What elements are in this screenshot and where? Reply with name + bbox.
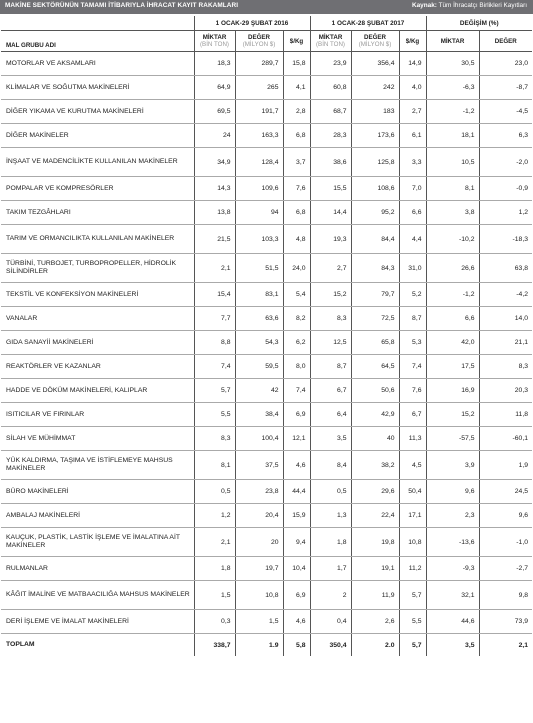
change-value: -18,3 xyxy=(479,225,532,254)
group-name: İNŞAAT VE MADENCİLİKTE KULLANILAN MAKİNELER xyxy=(1,148,194,177)
qty-2017: 15,5 xyxy=(310,177,351,201)
qty-2017: 19,3 xyxy=(310,225,351,254)
change-qty: 42,0 xyxy=(426,331,479,355)
change-qty: 10,5 xyxy=(426,148,479,177)
group-name: GIDA SANAYİİ MAKİNELERİ xyxy=(1,331,194,355)
qty-2016: 2,1 xyxy=(194,254,235,283)
qty-2017: 15,2 xyxy=(310,283,351,307)
perkg-2016: 44,4 xyxy=(283,480,310,504)
perkg-2017: 2,7 xyxy=(399,100,426,124)
change-value: 1,2 xyxy=(479,201,532,225)
table-row xyxy=(1,451,532,480)
perkg-2017: 4,4 xyxy=(399,225,426,254)
perkg-2017: 7,0 xyxy=(399,177,426,201)
qty-2017: 1,3 xyxy=(310,504,351,528)
change-qty: 6,6 xyxy=(426,307,479,331)
perkg-2017: 3,3 xyxy=(399,148,426,177)
qty-2017: 8,7 xyxy=(310,355,351,379)
change-value: -0,9 xyxy=(479,177,532,201)
perkg-2017: 11,2 xyxy=(399,557,426,581)
value-2017: 22,4 xyxy=(351,504,399,528)
change-value: -4,2 xyxy=(479,283,532,307)
value-2017: 40 xyxy=(351,427,399,451)
value-2017-header xyxy=(351,31,399,52)
perkg-2017: 7,6 xyxy=(399,379,426,403)
group-name: ISITICILAR VE FIRINLAR xyxy=(1,403,194,427)
value-2016: 19,7 xyxy=(235,557,283,581)
change-value: 24,5 xyxy=(479,480,532,504)
perkg-2016-header: $/Kg xyxy=(283,31,310,52)
change-qty: -9,3 xyxy=(426,557,479,581)
change-value: 20,3 xyxy=(479,379,532,403)
qty-2017: 38,6 xyxy=(310,148,351,177)
table-row xyxy=(1,76,532,100)
value-2016: 265 xyxy=(235,76,283,100)
value-2016-header xyxy=(235,31,283,52)
perkg-2016: 6,8 xyxy=(283,124,310,148)
qty-2016: 15,4 xyxy=(194,283,235,307)
change-value-header: DEĞER xyxy=(479,31,532,52)
change-qty: -1,2 xyxy=(426,283,479,307)
table-row xyxy=(1,124,532,148)
value-2017: 356,4 xyxy=(351,52,399,76)
perkg-2017: 10,8 xyxy=(399,528,426,557)
table-row xyxy=(1,177,532,201)
change-value: -2,7 xyxy=(479,557,532,581)
group-name-header: MAL GRUBU ADI xyxy=(1,31,194,52)
qty-2016: 1,8 xyxy=(194,557,235,581)
qty-2017: 3,5 xyxy=(310,427,351,451)
change-qty: -13,6 xyxy=(426,528,479,557)
qty-unit: (BİN TON) xyxy=(200,41,229,48)
group-name: TAKIM TEZGÂHLARI xyxy=(1,201,194,225)
value-2016: 1,5 xyxy=(235,610,283,634)
perkg-2016: 6,2 xyxy=(283,331,310,355)
group-name: RULMANLAR xyxy=(1,557,194,581)
perkg-2017: 50,4 xyxy=(399,480,426,504)
table-row xyxy=(1,480,532,504)
perkg-2016: 12,1 xyxy=(283,427,310,451)
qty-2016: 24 xyxy=(194,124,235,148)
qty-2016: 7,4 xyxy=(194,355,235,379)
table-row xyxy=(1,331,532,355)
table-row xyxy=(1,283,532,307)
qty-2017: 0,5 xyxy=(310,480,351,504)
qty-2016: 69,5 xyxy=(194,100,235,124)
table-row xyxy=(1,528,532,557)
total-perkg-2016: 5,8 xyxy=(283,634,310,657)
group-name: HADDE VE DÖKÜM MAKİNELERİ, KALIPLAR xyxy=(1,379,194,403)
value-2016: 109,6 xyxy=(235,177,283,201)
perkg-2017: 5,2 xyxy=(399,283,426,307)
total-qty-2017: 350,4 xyxy=(310,634,351,657)
value-2017: 50,6 xyxy=(351,379,399,403)
change-qty: 16,9 xyxy=(426,379,479,403)
qty-2016: 18,3 xyxy=(194,52,235,76)
value-2017: 84,3 xyxy=(351,254,399,283)
group-name: TARIM VE ORMANCILIKTA KULLANILAN MAKİNELER xyxy=(1,225,194,254)
group-name: TÜRBİNİ, TURBOJET, TURBOPROPELLER, HİDROLİK SİLİNDİRLER xyxy=(1,254,194,283)
perkg-2017: 6,6 xyxy=(399,201,426,225)
period-2016-header: 1 OCAK-29 ŞUBAT 2016 xyxy=(194,16,310,31)
qty-label: MİKTAR xyxy=(202,34,227,41)
value-2016: 100,4 xyxy=(235,427,283,451)
change-qty: -1,2 xyxy=(426,100,479,124)
total-change-value: 2,1 xyxy=(479,634,532,657)
export-data-table xyxy=(1,16,532,656)
value-2017: 19,8 xyxy=(351,528,399,557)
table-row xyxy=(1,403,532,427)
group-name: KLİMALAR VE SOĞUTMA MAKİNELERİ xyxy=(1,76,194,100)
group-name: SİLAH VE MÜHİMMAT xyxy=(1,427,194,451)
value-2016: 23,8 xyxy=(235,480,283,504)
change-qty: 8,1 xyxy=(426,177,479,201)
qty-2016-header xyxy=(194,31,235,52)
qty-2016: 13,8 xyxy=(194,201,235,225)
perkg-2016: 6,9 xyxy=(283,581,310,610)
perkg-2016: 10,4 xyxy=(283,557,310,581)
value-unit: (MİLYON $) xyxy=(358,41,392,48)
value-2016: 63,6 xyxy=(235,307,283,331)
qty-label: MİKTAR xyxy=(318,34,343,41)
change-qty: 44,6 xyxy=(426,610,479,634)
change-value: 9,8 xyxy=(479,581,532,610)
group-name: MOTORLAR VE AKSAMLARI xyxy=(1,52,194,76)
change-qty: 17,5 xyxy=(426,355,479,379)
perkg-2016: 4,6 xyxy=(283,451,310,480)
qty-2016: 5,5 xyxy=(194,403,235,427)
change-qty: 9,6 xyxy=(426,480,479,504)
perkg-2016: 8,2 xyxy=(283,307,310,331)
qty-2017: 23,9 xyxy=(310,52,351,76)
table-row xyxy=(1,610,532,634)
qty-2016: 14,3 xyxy=(194,177,235,201)
change-value: 14,0 xyxy=(479,307,532,331)
perkg-2017: 14,9 xyxy=(399,52,426,76)
perkg-2016: 5,4 xyxy=(283,283,310,307)
value-2016: 54,3 xyxy=(235,331,283,355)
value-2016: 51,5 xyxy=(235,254,283,283)
table-row xyxy=(1,557,532,581)
change-qty: 30,5 xyxy=(426,52,479,76)
perkg-2017: 5,5 xyxy=(399,610,426,634)
group-name: YÜK KALDIRMA, TAŞIMA VE İSTİFLEMEYE MAHSUS MAKİNELER xyxy=(1,451,194,480)
qty-2017: 8,4 xyxy=(310,451,351,480)
table-row xyxy=(1,504,532,528)
qty-2016: 8,8 xyxy=(194,331,235,355)
qty-2017: 14,4 xyxy=(310,201,351,225)
perkg-2017: 17,1 xyxy=(399,504,426,528)
column-header-row xyxy=(1,31,532,52)
value-2017: 79,7 xyxy=(351,283,399,307)
qty-2016: 8,3 xyxy=(194,427,235,451)
group-name: VANALAR xyxy=(1,307,194,331)
value-2016: 94 xyxy=(235,201,283,225)
qty-2017: 2 xyxy=(310,581,351,610)
change-qty: 3,9 xyxy=(426,451,479,480)
value-label: DEĞER xyxy=(247,34,270,41)
title-bar xyxy=(0,0,533,14)
perkg-2017: 6,7 xyxy=(399,403,426,427)
qty-unit: (BİN TON) xyxy=(316,41,345,48)
qty-2017: 60,8 xyxy=(310,76,351,100)
perkg-2016: 3,7 xyxy=(283,148,310,177)
value-2016: 42 xyxy=(235,379,283,403)
value-2016: 163,3 xyxy=(235,124,283,148)
value-2017: 173,6 xyxy=(351,124,399,148)
change-value: -8,7 xyxy=(479,76,532,100)
value-2016: 103,3 xyxy=(235,225,283,254)
value-2016: 59,5 xyxy=(235,355,283,379)
qty-2016: 1,2 xyxy=(194,504,235,528)
value-2017: 84,4 xyxy=(351,225,399,254)
change-qty-header: MİKTAR xyxy=(426,31,479,52)
value-unit: (MİLYON $) xyxy=(242,41,276,48)
value-2017: 95,2 xyxy=(351,201,399,225)
table-row xyxy=(1,355,532,379)
blank-header-cell xyxy=(1,16,194,31)
table-row xyxy=(1,148,532,177)
perkg-2016: 15,8 xyxy=(283,52,310,76)
change-value: -4,5 xyxy=(479,100,532,124)
group-name: KAUÇUK, PLASTİK, LASTİK İŞLEME VE İMALATINA AİT MAKİNELER xyxy=(1,528,194,557)
group-name: BÜRO MAKİNELERİ xyxy=(1,480,194,504)
perkg-2016: 6,8 xyxy=(283,201,310,225)
perkg-2017: 4,0 xyxy=(399,76,426,100)
change-qty: -10,2 xyxy=(426,225,479,254)
group-name: DERİ İŞLEME VE İMALAT MAKİNELERİ xyxy=(1,610,194,634)
total-qty-2016: 338,7 xyxy=(194,634,235,657)
qty-2017-header xyxy=(310,31,351,52)
total-change-qty: 3,5 xyxy=(426,634,479,657)
qty-2016: 2,1 xyxy=(194,528,235,557)
value-2016: 37,5 xyxy=(235,451,283,480)
value-2017: 108,6 xyxy=(351,177,399,201)
value-2016: 191,7 xyxy=(235,100,283,124)
change-value: -2,0 xyxy=(479,148,532,177)
qty-2017: 12,5 xyxy=(310,331,351,355)
perkg-2016: 4,6 xyxy=(283,610,310,634)
value-2017: 29,6 xyxy=(351,480,399,504)
perkg-2017: 6,1 xyxy=(399,124,426,148)
table-title: MAKİNE SEKTÖRÜNÜN TAMAMI İTİBARIYLA İHRACAT KAYIT RAKAMLARI xyxy=(5,2,239,9)
change-value: 9,6 xyxy=(479,504,532,528)
total-label: TOPLAM xyxy=(1,634,194,657)
qty-2017: 2,7 xyxy=(310,254,351,283)
value-2016: 20,4 xyxy=(235,504,283,528)
table-row xyxy=(1,100,532,124)
table-row xyxy=(1,201,532,225)
value-2017: 11,9 xyxy=(351,581,399,610)
qty-2017: 0,4 xyxy=(310,610,351,634)
total-perkg-2017: 5,7 xyxy=(399,634,426,657)
total-value-2016: 1.9 xyxy=(235,634,283,657)
table-row xyxy=(1,581,532,610)
value-2017: 42,9 xyxy=(351,403,399,427)
table-row xyxy=(1,52,532,76)
change-qty: 26,6 xyxy=(426,254,479,283)
value-2017: 242 xyxy=(351,76,399,100)
qty-2016: 0,3 xyxy=(194,610,235,634)
value-2016: 83,1 xyxy=(235,283,283,307)
value-2016: 20 xyxy=(235,528,283,557)
perkg-2016: 15,9 xyxy=(283,504,310,528)
value-2017: 183 xyxy=(351,100,399,124)
qty-2017: 68,7 xyxy=(310,100,351,124)
value-2016: 289,7 xyxy=(235,52,283,76)
qty-2017: 1,7 xyxy=(310,557,351,581)
change-value: -60,1 xyxy=(479,427,532,451)
change-value: 73,9 xyxy=(479,610,532,634)
qty-2017: 28,3 xyxy=(310,124,351,148)
value-2016: 10,8 xyxy=(235,581,283,610)
group-name: POMPALAR VE KOMPRESÖRLER xyxy=(1,177,194,201)
qty-2016: 34,9 xyxy=(194,148,235,177)
source-label: Kaynak: xyxy=(412,2,437,9)
group-name: TEKSTİL VE KONFEKSİYON MAKİNELERİ xyxy=(1,283,194,307)
qty-2016: 7,7 xyxy=(194,307,235,331)
table-row xyxy=(1,427,532,451)
perkg-2016: 2,8 xyxy=(283,100,310,124)
change-qty: 3,8 xyxy=(426,201,479,225)
change-qty: 15,2 xyxy=(426,403,479,427)
perkg-2016: 6,9 xyxy=(283,403,310,427)
change-value: 63,8 xyxy=(479,254,532,283)
total-value-2017: 2.0 xyxy=(351,634,399,657)
change-qty: 2,3 xyxy=(426,504,479,528)
period-header-row xyxy=(1,16,532,31)
change-value: 23,0 xyxy=(479,52,532,76)
perkg-2017: 11,3 xyxy=(399,427,426,451)
perkg-2016: 4,1 xyxy=(283,76,310,100)
value-2017: 2,6 xyxy=(351,610,399,634)
table-row xyxy=(1,254,532,283)
group-name: KÂĞIT İMALİNE VE MATBAACILIĞA MAHSUS MAKİNELER xyxy=(1,581,194,610)
perkg-2017-header: $/Kg xyxy=(399,31,426,52)
qty-2016: 21,5 xyxy=(194,225,235,254)
change-value: 1,9 xyxy=(479,451,532,480)
period-2017-header: 1 OCAK-28 ŞUBAT 2017 xyxy=(310,16,426,31)
value-2017: 125,8 xyxy=(351,148,399,177)
qty-2017: 6,7 xyxy=(310,379,351,403)
table-row xyxy=(1,225,532,254)
value-2016: 38,4 xyxy=(235,403,283,427)
perkg-2017: 4,5 xyxy=(399,451,426,480)
change-qty: -6,3 xyxy=(426,76,479,100)
value-2017: 72,5 xyxy=(351,307,399,331)
value-2016: 128,4 xyxy=(235,148,283,177)
source-text: Tüm İhracatçı Birlikleri Kayıtları xyxy=(438,2,527,9)
qty-2016: 1,5 xyxy=(194,581,235,610)
change-header: DEĞİŞİM (%) xyxy=(426,16,532,31)
qty-2016: 64,9 xyxy=(194,76,235,100)
perkg-2016: 24,0 xyxy=(283,254,310,283)
value-2017: 19,1 xyxy=(351,557,399,581)
change-value: -1,0 xyxy=(479,528,532,557)
change-qty: 18,1 xyxy=(426,124,479,148)
perkg-2016: 8,0 xyxy=(283,355,310,379)
value-2017: 65,8 xyxy=(351,331,399,355)
perkg-2017: 8,7 xyxy=(399,307,426,331)
qty-2016: 0,5 xyxy=(194,480,235,504)
change-value: 11,8 xyxy=(479,403,532,427)
qty-2017: 6,4 xyxy=(310,403,351,427)
perkg-2017: 5,3 xyxy=(399,331,426,355)
group-name: DİĞER MAKİNELER xyxy=(1,124,194,148)
table-row xyxy=(1,379,532,403)
qty-2017: 8,3 xyxy=(310,307,351,331)
perkg-2016: 7,6 xyxy=(283,177,310,201)
value-label: DEĞER xyxy=(363,34,386,41)
group-name: AMBALAJ MAKİNELERİ xyxy=(1,504,194,528)
qty-2017: 1,8 xyxy=(310,528,351,557)
perkg-2016: 7,4 xyxy=(283,379,310,403)
value-2017: 64,5 xyxy=(351,355,399,379)
table-row xyxy=(1,307,532,331)
qty-2016: 5,7 xyxy=(194,379,235,403)
group-name: DİĞER YIKAMA VE KURUTMA MAKİNELERİ xyxy=(1,100,194,124)
group-name: REAKTÖRLER VE KAZANLAR xyxy=(1,355,194,379)
perkg-2016: 4,8 xyxy=(283,225,310,254)
perkg-2016: 9,4 xyxy=(283,528,310,557)
perkg-2017: 5,7 xyxy=(399,581,426,610)
change-value: 6,3 xyxy=(479,124,532,148)
value-2017: 38,2 xyxy=(351,451,399,480)
change-qty: 32,1 xyxy=(426,581,479,610)
perkg-2017: 7,4 xyxy=(399,355,426,379)
source-note xyxy=(412,2,527,9)
total-row xyxy=(1,634,532,657)
change-value: 8,3 xyxy=(479,355,532,379)
change-qty: -57,5 xyxy=(426,427,479,451)
perkg-2017: 31,0 xyxy=(399,254,426,283)
table-body xyxy=(1,52,532,657)
change-value: 21,1 xyxy=(479,331,532,355)
qty-2016: 8,1 xyxy=(194,451,235,480)
